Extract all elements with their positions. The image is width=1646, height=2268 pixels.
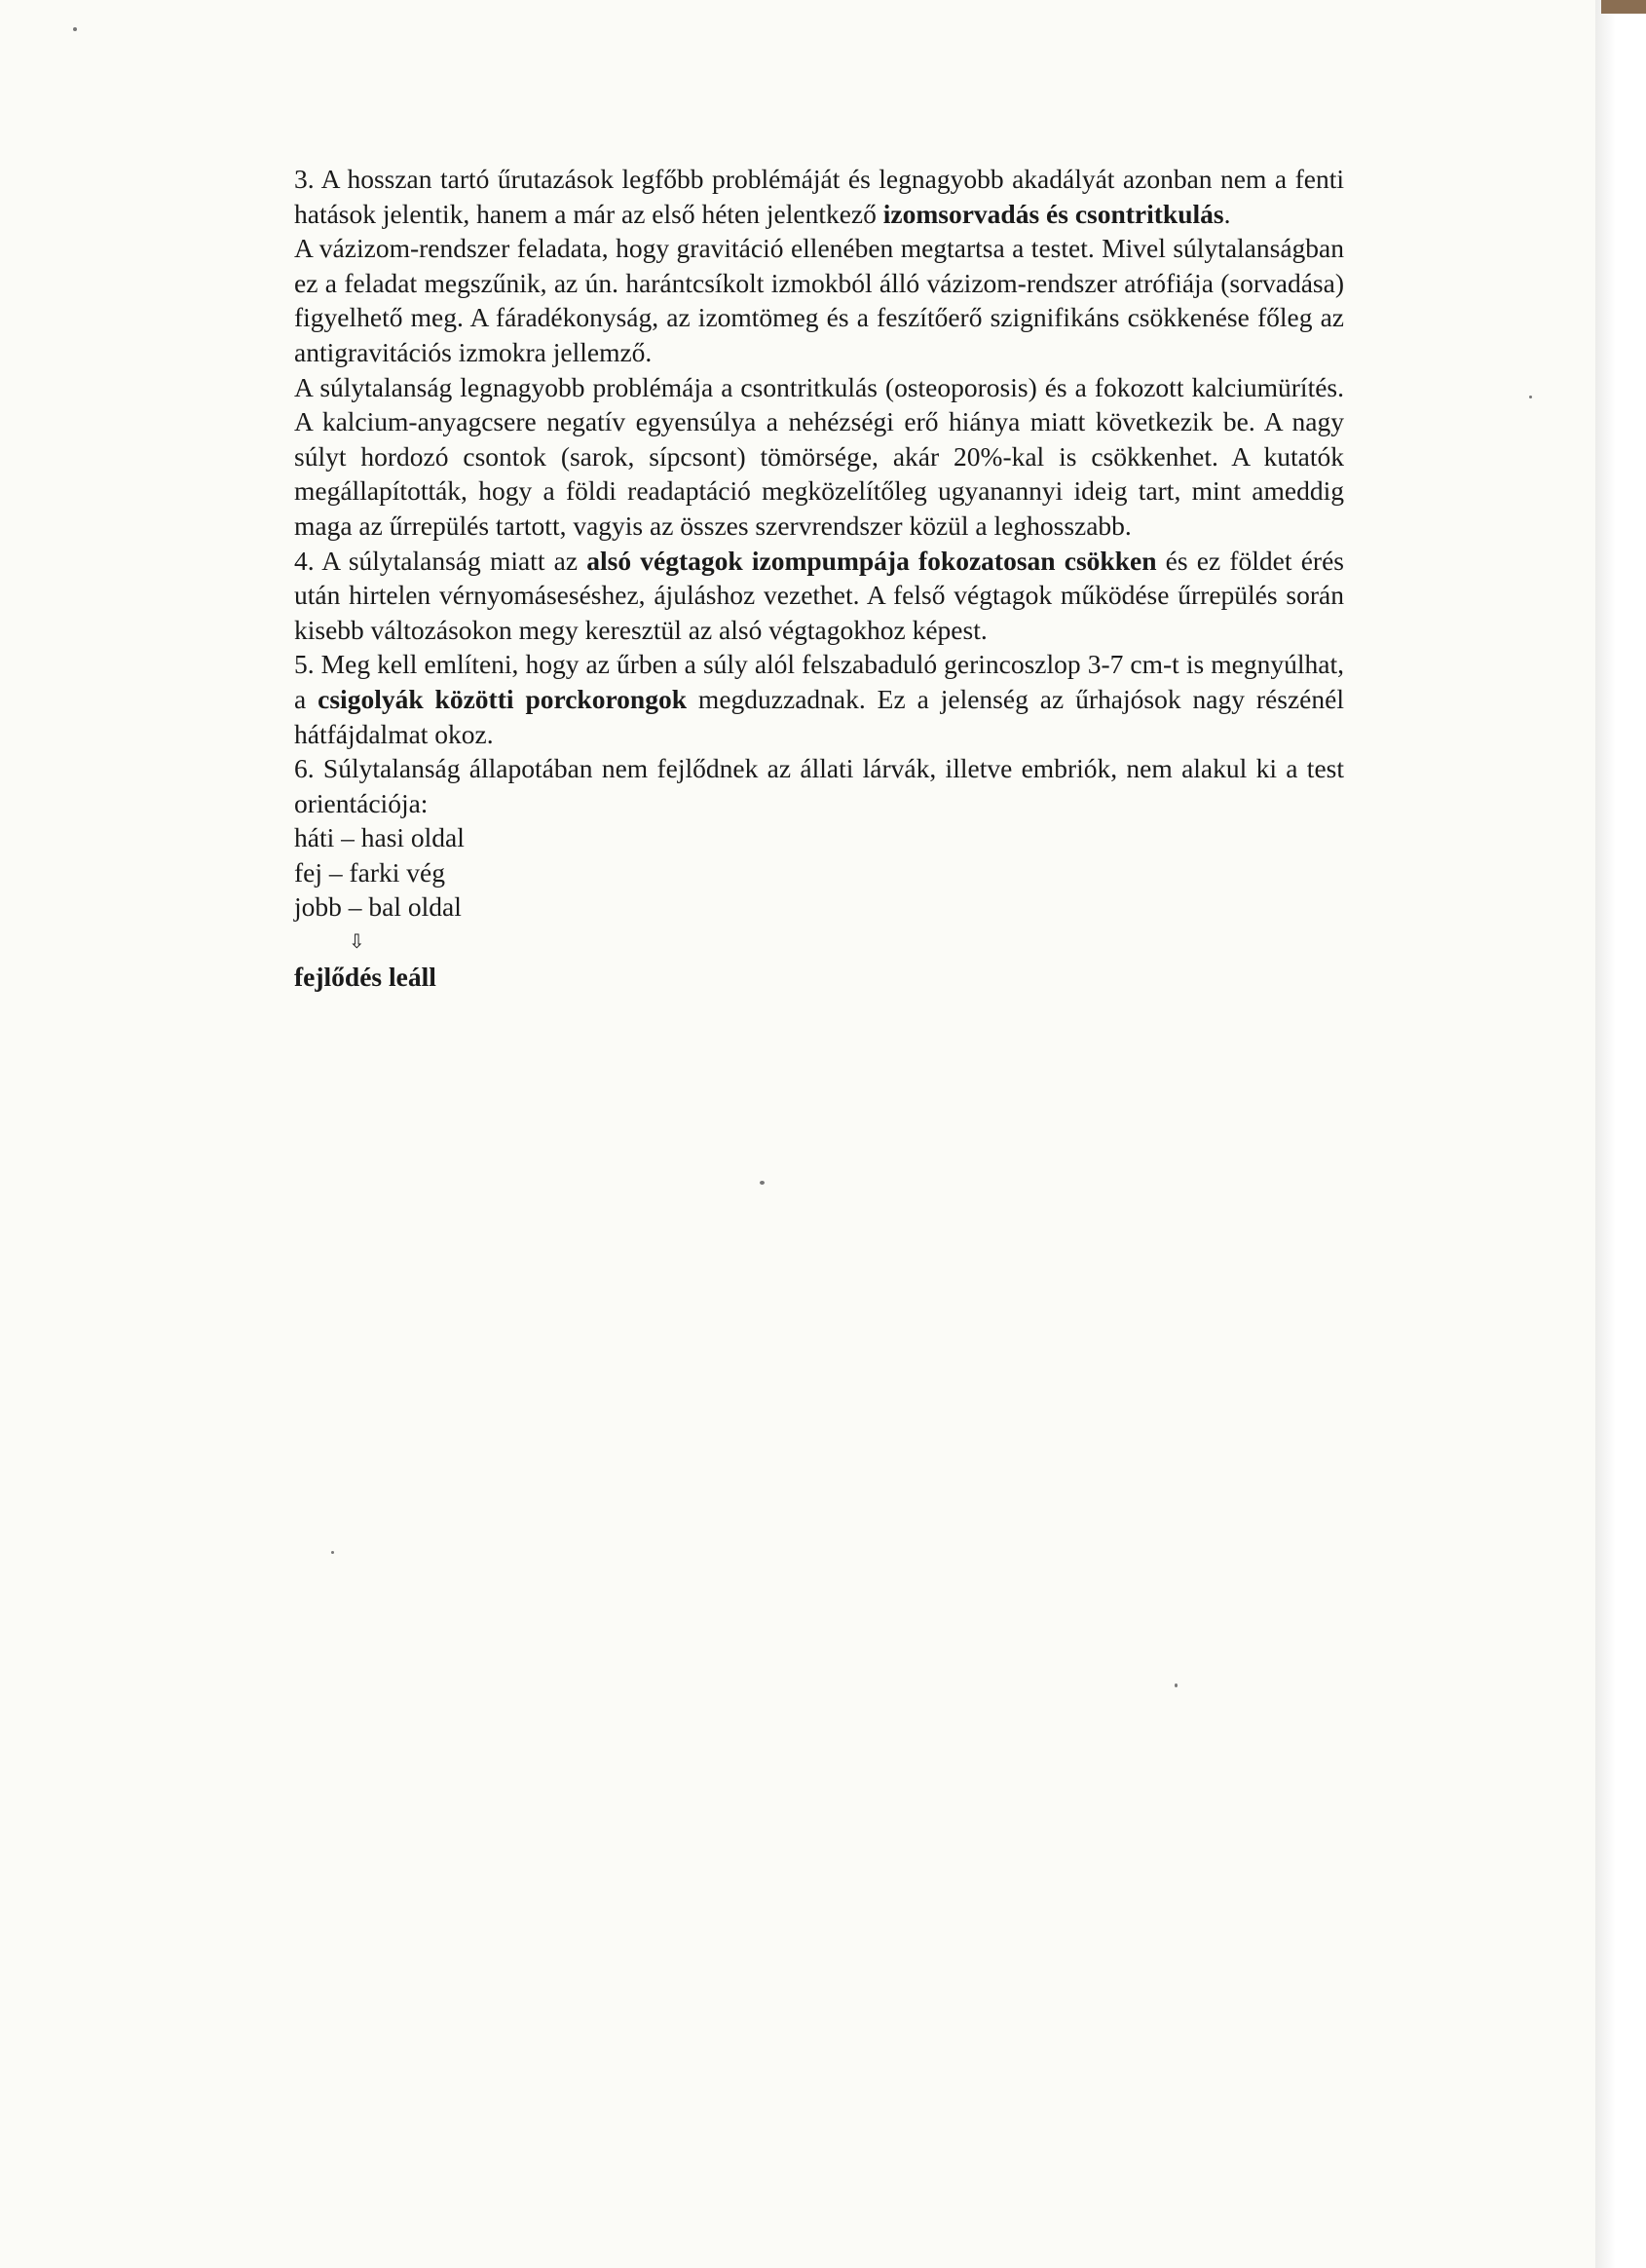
- down-arrow-icon: ⇩: [349, 929, 365, 954]
- paragraph-3b: A vázizom-rendszer feladata, hogy gravitáció ellenében megtartsa a testet. Mivel súlytalanságban ez a feladat megszűnik, az ún. harántcsíkolt izmokból álló vázizom-rendszer atrófiája (sorvadása) figyelhető meg. A fáradékonyság, az izomtömeg és a feszítőerő szignifikáns csökkenése főleg az antigravitációs izmokra jellemző.: [294, 233, 1344, 367]
- paragraph-3c: A súlytalanság legnagyobb problémája a csontritkulás (osteoporosis) és a fokozott kalciumürítés. A kalcium-anyagcsere negatív egyensúlya a nehézségi erő hiánya miatt következik be. A nagy súlyt hordozó csontok (sarok, sípcsont) tömörsége, akár 20%-kal is csökkenhet. A kutatók megállapították, hogy a földi readaptáció megközelítőleg ugyanannyi ideig tart, mint ameddig maga az űrrepülés tartott, vagyis az összes szervrendszer közül a leghosszabb.: [294, 371, 1344, 541]
- paragraph-4-text-end: és ez földet érés után hirtelen vérnyomáseséshez, ájuláshoz vezethet. A felső végtagok működése űrrepülés során kisebb változásokon megy keresztül az alsó végtagokhoz képest.: [294, 545, 1344, 645]
- scan-edge: [1595, 0, 1646, 2268]
- orientation-line-2: fej – farki vég: [294, 856, 445, 888]
- paragraph-5-text-end: megduzzadnak. Ez a jelenség az űrhajósok nagy részénél hátfájdalmat okoz.: [294, 683, 1344, 749]
- paragraph-3: [294, 162, 1344, 231]
- paragraph-3-text-end: .: [1223, 198, 1231, 229]
- paragraph-4-text: 4. A súlytalanság miatt az: [294, 545, 587, 576]
- scan-speck: [1175, 1683, 1178, 1687]
- paragraph-3-bold: izomsorvadás és csontritkulás: [882, 198, 1224, 229]
- paragraph-6: 6. Súlytalanság állapotában nem fejlődnek az állati lárvák, illetve embriók, nem alakul ki a test orientációja:: [294, 753, 1344, 818]
- paragraph-4: [294, 544, 1344, 648]
- scan-corner-mark: [1601, 0, 1646, 14]
- document-body: [294, 162, 1344, 994]
- paragraph-3-text: 3. A hosszan tartó űrutazások legfőbb problémáját és legnagyobb akadályát azonban nem a fenti hatások jelentik, hanem a már az első héten jelentkező: [294, 164, 1344, 229]
- paragraph-5-text: 5. Meg kell említeni, hogy az űrben a súly alól felszabaduló gerincoszlop 3-7 cm-t is megnyúlhat, a: [294, 649, 1344, 714]
- conclusion-text: fejlődés leáll: [294, 961, 436, 992]
- scan-speck: [73, 27, 77, 31]
- paragraph-5-bold: csigolyák közötti porckorongok: [318, 683, 687, 714]
- orientation-line-3: jobb – bal oldal: [294, 891, 462, 923]
- orientation-line-1: háti – hasi oldal: [294, 822, 465, 853]
- scan-speck: [1529, 396, 1532, 398]
- paragraph-4-bold: alsó végtagok izompumpája fokozatosan csökken: [586, 545, 1157, 576]
- scan-speck: [760, 1181, 765, 1185]
- scan-speck: [331, 1551, 334, 1554]
- paragraph-5: [294, 647, 1344, 751]
